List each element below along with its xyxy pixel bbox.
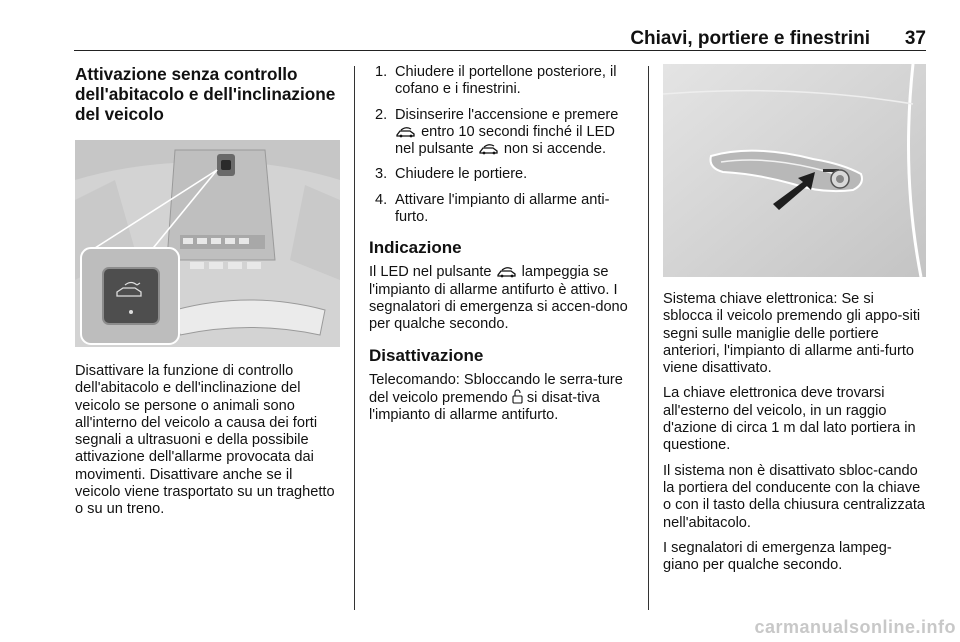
interior-console-illustration — [75, 140, 340, 347]
chapter-title: Chiavi, portiere e finestrini — [630, 28, 870, 49]
body-paragraph: Il LED nel pulsante lampeggia se l'impianto di allarme antifurto è attivo. I segnalatori di emergenza si accen-dono per qualche secondo. — [369, 264, 628, 333]
body-paragraph: Disattivare la funzione di controllo dell'abitacolo e dell'inclinazione del veicolo se persone o animali sono all'interno del veicolo a causa dei forti segnali a ultrasuoni e della possibile attivazione dell'allarme provocata dai movimenti. Disattivare anche se il veicolo viene trasportato su un traghetto o su un treno. — [75, 363, 335, 518]
list-item: 2. Disinserire l'accensione e premere entro 10 secondi finché il LED nel pulsante non si accende. — [375, 106, 619, 158]
list-item: 1. Chiudere il portellone posteriore, il cofano e i finestrini. — [375, 64, 617, 98]
page-header — [74, 22, 926, 51]
column-divider — [648, 66, 649, 610]
unlock-icon — [512, 389, 523, 404]
body-paragraph: La chiave elettronica deve trovarsi all'esterno del veicolo, in un raggio d'azione di circa 1 m dal lato portiera in questione. — [663, 385, 916, 454]
column-left — [75, 64, 340, 519]
car-tilt-icon — [496, 266, 518, 278]
subheading-disattivazione: Disattivazione — [369, 345, 484, 365]
watermark: carmanualsonline.info — [754, 617, 956, 637]
section-heading: Attivazione senza controllo dell'abitacolo e dell'inclinazione del veicolo — [75, 64, 336, 124]
body-paragraph: I segnalatori di emergenza lampeg-giano per qualche secondo. — [663, 539, 892, 574]
body-paragraph: Sistema chiave elettronica: Se si sblocca il veicolo premendo gli appo-siti segni sulle maniglie delle portiere anteriori, l'impianto di allarme anti-furto viene disattivato. — [663, 291, 921, 377]
subheading-indicazione: Indicazione — [369, 238, 462, 258]
car-tilt-icon — [478, 143, 500, 155]
column-right — [663, 64, 926, 574]
column-divider — [354, 66, 355, 610]
procedure-steps — [369, 64, 636, 226]
list-item: 3. Chiudere le portiere. — [375, 166, 528, 183]
list-item: 4. Attivare l'impianto di allarme anti-furto. — [375, 191, 610, 226]
door-handle-illustration — [663, 64, 926, 277]
car-tilt-icon — [395, 126, 417, 138]
page-number: 37 — [904, 28, 926, 49]
column-middle — [369, 64, 636, 424]
body-paragraph: Telecomando: Sbloccando le serra-ture del veicolo premendo si disat-tiva l'impianto di allarme antifurto. — [369, 371, 623, 424]
body-paragraph: Il sistema non è disattivato sbloc-cando la portiera del conducente con la chiave o con il tasto della chiusura centralizzata nell'abitacolo. — [663, 462, 926, 531]
